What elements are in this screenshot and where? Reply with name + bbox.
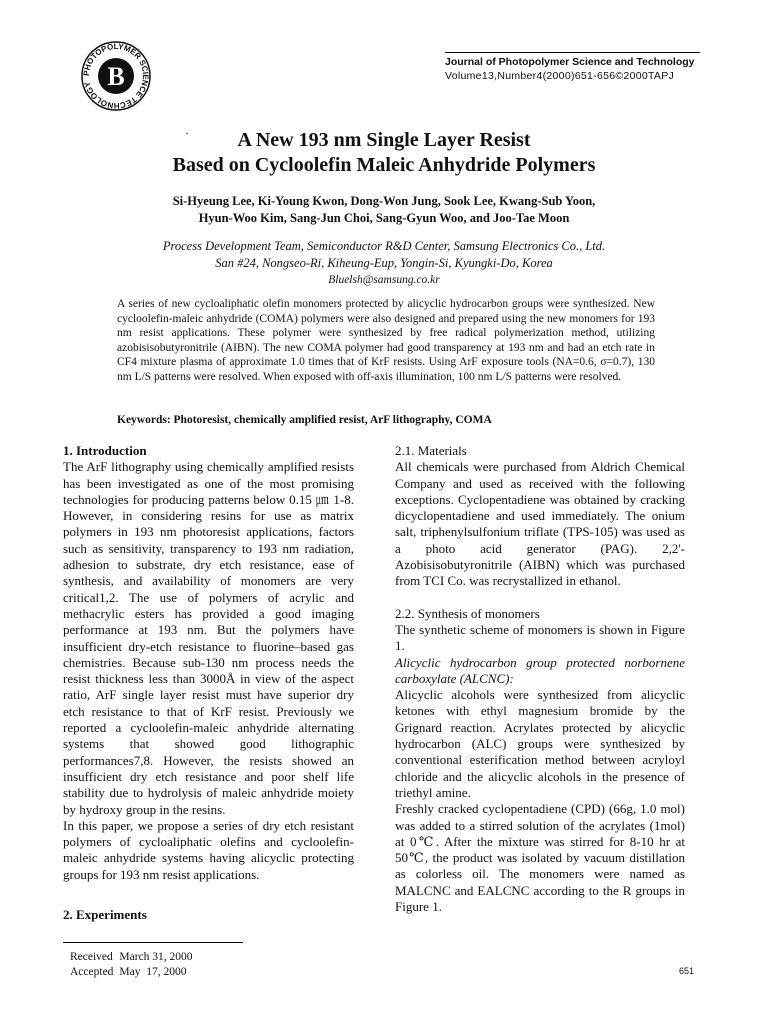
received-label: Received bbox=[70, 951, 113, 963]
received-dates bbox=[70, 950, 199, 980]
logo-letter: B bbox=[107, 62, 125, 91]
materials-paragraph: All chemicals were purchased from Aldrich Chemical Company and used as received with the following exceptions. Cyclopentadiene was obtained by cracking dicyclopentadiene and used immediately. The onium salt, triphenylsulfonium triflate (TPS-105) was used as a photo acid generator (PAG). 2,2'-Azobisisobutyronitrile (AIBN) which was purchased from TCI Co. was recrystallized in ethanol. bbox=[395, 459, 685, 589]
synthesis-paragraph-2: Alicyclic alcohols were synthesized from alicyclic ketones with ethyl magnesium bromide by the Grignard reaction. Acrylates protected by alicyclic hydrocarbon (ALC) groups were synthesized by conventional esterification method between acryloyl chloride and the alicyclic alcohols in the presence of triethyl amine. bbox=[395, 687, 685, 800]
author-email: Bluelsh@samsung.co.kr bbox=[328, 274, 440, 286]
right-column bbox=[395, 443, 685, 915]
logo-ring-text: PHOTOPOLYMER SCIENCE TECHNOLOGY bbox=[81, 41, 151, 111]
synthesis-paragraph-1: The synthetic scheme of monomers is shown in Figure 1. bbox=[395, 621, 685, 654]
paper-authors: Si-Hyeung Lee, Ki-Young Kwon, Dong-Won Jung, Sook Lee, Kwang-Sub Yoon, Hyun-Woo Kim, Sang-Jun Choi, Sang-Gyun Woo, and Joo-Tae Moon bbox=[172, 194, 596, 225]
accepted-label: Accepted bbox=[70, 966, 114, 978]
journal-name: Journal of Photopolymer Science and Technology bbox=[445, 56, 695, 68]
footnote-rule bbox=[63, 942, 243, 943]
intro-paragraph-1: The ArF lithography using chemically amplified resists has been investigated as one of the most promising technologies for producing patterns below 0.15 ㎛ 1-8. However, in considering resins for use as matrix polymers in 193 nm photoresist applications, factors such as sensitivity, transparency to 193 nm radiation, adhesion to substrate, dry etch resistance, ease of synthesis, and availability of monomers are very critical1,2. The use of polymers of acrylic and methacrylic esters has provided a good imaging performance at 193 nm. But the polymers have insufficient dry-etch resistance to fluorine–based gas chemistries. Because sub-130 nm process needs the resist thickness less than 3000Å in view of the aspect ratio, ArF single layer resist must have superior dry etch resistance to that of KrF resist. Previously we reported a cycloolefin-maleic anhydride alternating systems that showed good lithographic performances7,8. However, the resists showed an insufficient dry etch resistance and poor shelf life stability due to hydrolysis of maleic anhydride moiety by hydroxy group in the resins. bbox=[63, 459, 354, 817]
journal-header bbox=[445, 52, 700, 83]
keywords: Keywords: Photoresist, chemically amplified resist, ArF lithography, COMA bbox=[117, 414, 492, 426]
paper-title: A New 193 nm Single Layer Resist Based on Cycloolefin Maleic Anhydride Polymers bbox=[172, 129, 596, 176]
journal-logo bbox=[80, 40, 152, 112]
section-heading-materials: 2.1. Materials bbox=[395, 443, 467, 458]
paper-affiliation: Process Development Team, Semiconductor R&D Center, Samsung Electronics Co., Ltd. San #24, Nongseo-Ri, Kiheung-Eup, Yongin-Si, Kyungki-Do, Korea Bluelsh@samsung.co.kr bbox=[0, 238, 768, 289]
speck: · bbox=[185, 126, 189, 140]
abstract: A series of new cycloaliphatic olefin monomers protected by alicyclic hydrocarbon groups were synthesized. New cycloolefin-maleic anhydride (COMA) polymers were also designed and prepared using the new monomers for 193 nm resist applications. These polymer were synthesized by free radical polymerization method, utilizing azobisisobutyronitrile (AIBN). The new COMA polymer had good transparency at 193 nm and had an etch rate in CF4 mixture plasma of approximate 1.0 times that of KrF resists. Using ArF exposure tools (NA=0.6, σ=0.7), 130 nm L/S patterns were resolved. When exposed with off-axis illumination, 100 nm L/S patterns were resolved. bbox=[117, 298, 655, 383]
synthesis-paragraph-3: Freshly cracked cyclopentadiene (CPD) (66g, 1.0 mol) was added to a stirred solution of the acrylates (1mol) at 0℃. After the mixture was stirred for 8-10 hr at 50℃, the product was isolated by vacuum distillation as colorless oil. The monomers were named as MALCNC and EALCNC according to the R groups in Figure 1. bbox=[395, 801, 685, 915]
journal-volume: Volume13,Number4(2000)651-656©2000TAPJ bbox=[445, 70, 675, 82]
received-date: March 31, 2000 bbox=[119, 951, 193, 963]
synthesis-subheading: Alicyclic hydrocarbon group protected norbornene carboxylate (ALCNC): bbox=[395, 654, 685, 686]
page-number: 651 bbox=[679, 966, 695, 976]
section-heading-synthesis: 2.2. Synthesis of monomers bbox=[395, 605, 540, 621]
left-column bbox=[63, 443, 354, 883]
intro-paragraph-2: In this paper, we propose a series of dry etch resistant polymers of cycloaliphatic olefins and cycloolefin-maleic anhydride systems having alicyclic protecting groups for 193 nm resist applications. bbox=[63, 817, 354, 882]
section-heading-experiments: 2. Experiments bbox=[63, 907, 147, 922]
accepted-date: May 17, 2000 bbox=[119, 966, 187, 978]
section-heading-introduction: 1. Introduction bbox=[63, 443, 147, 458]
